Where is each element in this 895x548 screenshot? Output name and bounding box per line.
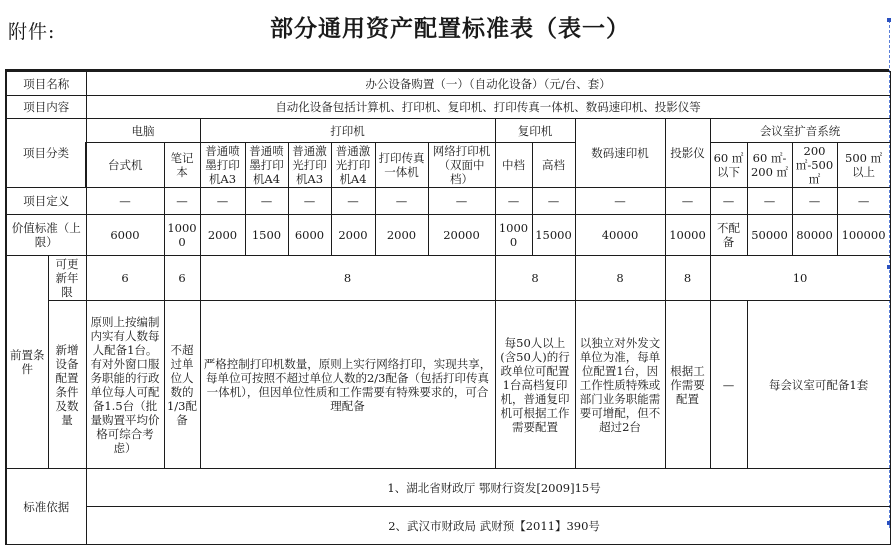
definition-network-printer: —	[428, 188, 495, 215]
definition-laser-a4: —	[331, 188, 375, 215]
new-config-desktop: 原则上按编制内实有人数每人配备1台。有对外窗口服务职能的行政单位每人可配备1.5台（批量购置平均价格可综合考虑）	[86, 301, 164, 469]
item-laptop: 笔记本	[164, 143, 200, 188]
new-config-label: 新增设备配置条件及数量	[48, 301, 86, 469]
basis-line-1: 1、湖北省财政厅 鄂财行资发[2009]15号	[86, 469, 890, 507]
value-laser-a4: 2000	[331, 215, 375, 256]
item-name-label: 项目名称	[6, 72, 86, 96]
definition-laptop: —	[164, 188, 200, 215]
item-print-fax: 打印传真一体机	[375, 143, 428, 188]
renewal-audio: 10	[710, 256, 890, 301]
value-desktop: 6000	[86, 215, 164, 256]
category-label: 项目分类	[6, 119, 86, 188]
basis-label: 标准依据	[6, 469, 86, 545]
group-copier: 复印机	[495, 119, 575, 143]
value-laser-a3: 6000	[288, 215, 331, 256]
definition-digital-printer: —	[575, 188, 665, 215]
value-projector: 10000	[665, 215, 710, 256]
group-printer: 打印机	[200, 119, 495, 143]
row-item-content	[6, 96, 890, 119]
item-copier-high: 高档	[532, 143, 575, 188]
basis-line-2: 2、武汉市财政局 武财预【2011】390号	[86, 507, 890, 545]
definition-audio-1: —	[710, 188, 747, 215]
renewal-digital-printer: 8	[575, 256, 665, 301]
standards-table	[5, 71, 891, 545]
definition-laser-a3: —	[288, 188, 331, 215]
item-content-value: 自动化设备包括计算机、打印机、复印机、打印传真一体机、数码速印机、投影仪等	[86, 96, 890, 119]
group-projector: 投影仪	[665, 119, 710, 188]
item-audio-3: 200 ㎡-500 ㎡	[792, 143, 837, 188]
value-network-printer: 20000	[428, 215, 495, 256]
value-audio-4: 100000	[837, 215, 890, 256]
new-config-copier: 每50人以上(含50人)的行政单位可配置1台高档复印机，普通复印机可根据工作需要配置	[495, 301, 575, 469]
value-inkjet-a3: 2000	[200, 215, 245, 256]
item-desktop: 台式机	[86, 143, 164, 188]
attachment-label: 附件:	[8, 21, 56, 43]
item-audio-1: 60 ㎡以下	[710, 143, 747, 188]
new-config-laptop: 不超过单位人数的1/3配备	[164, 301, 200, 469]
row-category-groups	[6, 119, 890, 143]
renewal-projector: 8	[665, 256, 710, 301]
new-config-printer: 严格控制打印机数量，原则上实行网络打印，实现共享，每单位可按照不超过单位人数的2/3配备（包括打印传真一体机），但因单位性质和工作需要有特殊要求的，可合理配备	[200, 301, 495, 469]
definition-print-fax: —	[375, 188, 428, 215]
row-basis-2	[6, 507, 890, 545]
renewal-copier: 8	[495, 256, 575, 301]
definition-projector: —	[665, 188, 710, 215]
row-definition	[6, 188, 890, 215]
page-title: 部分通用资产配置标准表（表一）	[270, 15, 630, 42]
new-config-projector: 根据工作需要配置	[665, 301, 710, 469]
value-copier-high: 15000	[532, 215, 575, 256]
group-audio: 会议室扩音系统	[710, 119, 890, 143]
row-category-items	[6, 143, 890, 188]
item-audio-4: 500 ㎡以上	[837, 143, 890, 188]
renewal-laptop: 6	[164, 256, 200, 301]
item-network-printer: 网络打印机（双面中档）	[428, 143, 495, 188]
value-laptop: 10000	[164, 215, 200, 256]
item-laser-a4: 普通激光打印机A4	[331, 143, 375, 188]
row-item-name	[6, 72, 890, 96]
definition-copier-high: —	[532, 188, 575, 215]
row-basis-1	[6, 469, 890, 507]
handle-dot-top	[887, 18, 891, 22]
row-new-config	[6, 301, 890, 469]
item-inkjet-a3: 普通喷墨打印机A3	[200, 143, 245, 188]
new-config-audio-rest: 每会议室可配备1套	[747, 301, 890, 469]
renewal-desktop: 6	[86, 256, 164, 301]
definition-audio-2: —	[747, 188, 792, 215]
value-standard-label: 价值标准（上限）	[6, 215, 86, 256]
definition-label: 项目定义	[6, 188, 86, 215]
definition-audio-3: —	[792, 188, 837, 215]
value-inkjet-a4: 1500	[245, 215, 288, 256]
definition-inkjet-a4: —	[245, 188, 288, 215]
item-laser-a3: 普通激光打印机A3	[288, 143, 331, 188]
definition-desktop: —	[86, 188, 164, 215]
value-audio-1: 不配备	[710, 215, 747, 256]
item-name-value: 办公设备购置（一）（自动化设备）（元/台、套）	[86, 72, 890, 96]
value-copier-mid: 10000	[495, 215, 532, 256]
standards-table-container	[5, 71, 889, 545]
item-copier-mid: 中档	[495, 143, 532, 188]
preconditions-label: 前置条件	[6, 256, 48, 469]
definition-copier-mid: —	[495, 188, 532, 215]
new-config-audio-small: —	[710, 301, 747, 469]
value-audio-2: 50000	[747, 215, 792, 256]
row-renewal	[6, 256, 890, 301]
value-audio-3: 80000	[792, 215, 837, 256]
row-value-standard	[6, 215, 890, 256]
item-audio-2: 60 ㎡-200 ㎡	[747, 143, 792, 188]
value-digital-printer: 40000	[575, 215, 665, 256]
group-computer: 电脑	[86, 119, 200, 143]
definition-audio-4: —	[837, 188, 890, 215]
renewal-label: 可更新年限	[48, 256, 86, 301]
definition-inkjet-a3: —	[200, 188, 245, 215]
renewal-printer: 8	[200, 256, 495, 301]
value-print-fax: 2000	[375, 215, 428, 256]
new-config-digital-printer: 以独立对外发文单位为准，每单位配置1台，因工作性质特殊或部门业务职能需要可增配，但不超过2台	[575, 301, 665, 469]
group-digital-printer: 数码速印机	[575, 119, 665, 188]
item-content-label: 项目内容	[6, 96, 86, 119]
item-inkjet-a4: 普通喷墨打印机A4	[245, 143, 288, 188]
